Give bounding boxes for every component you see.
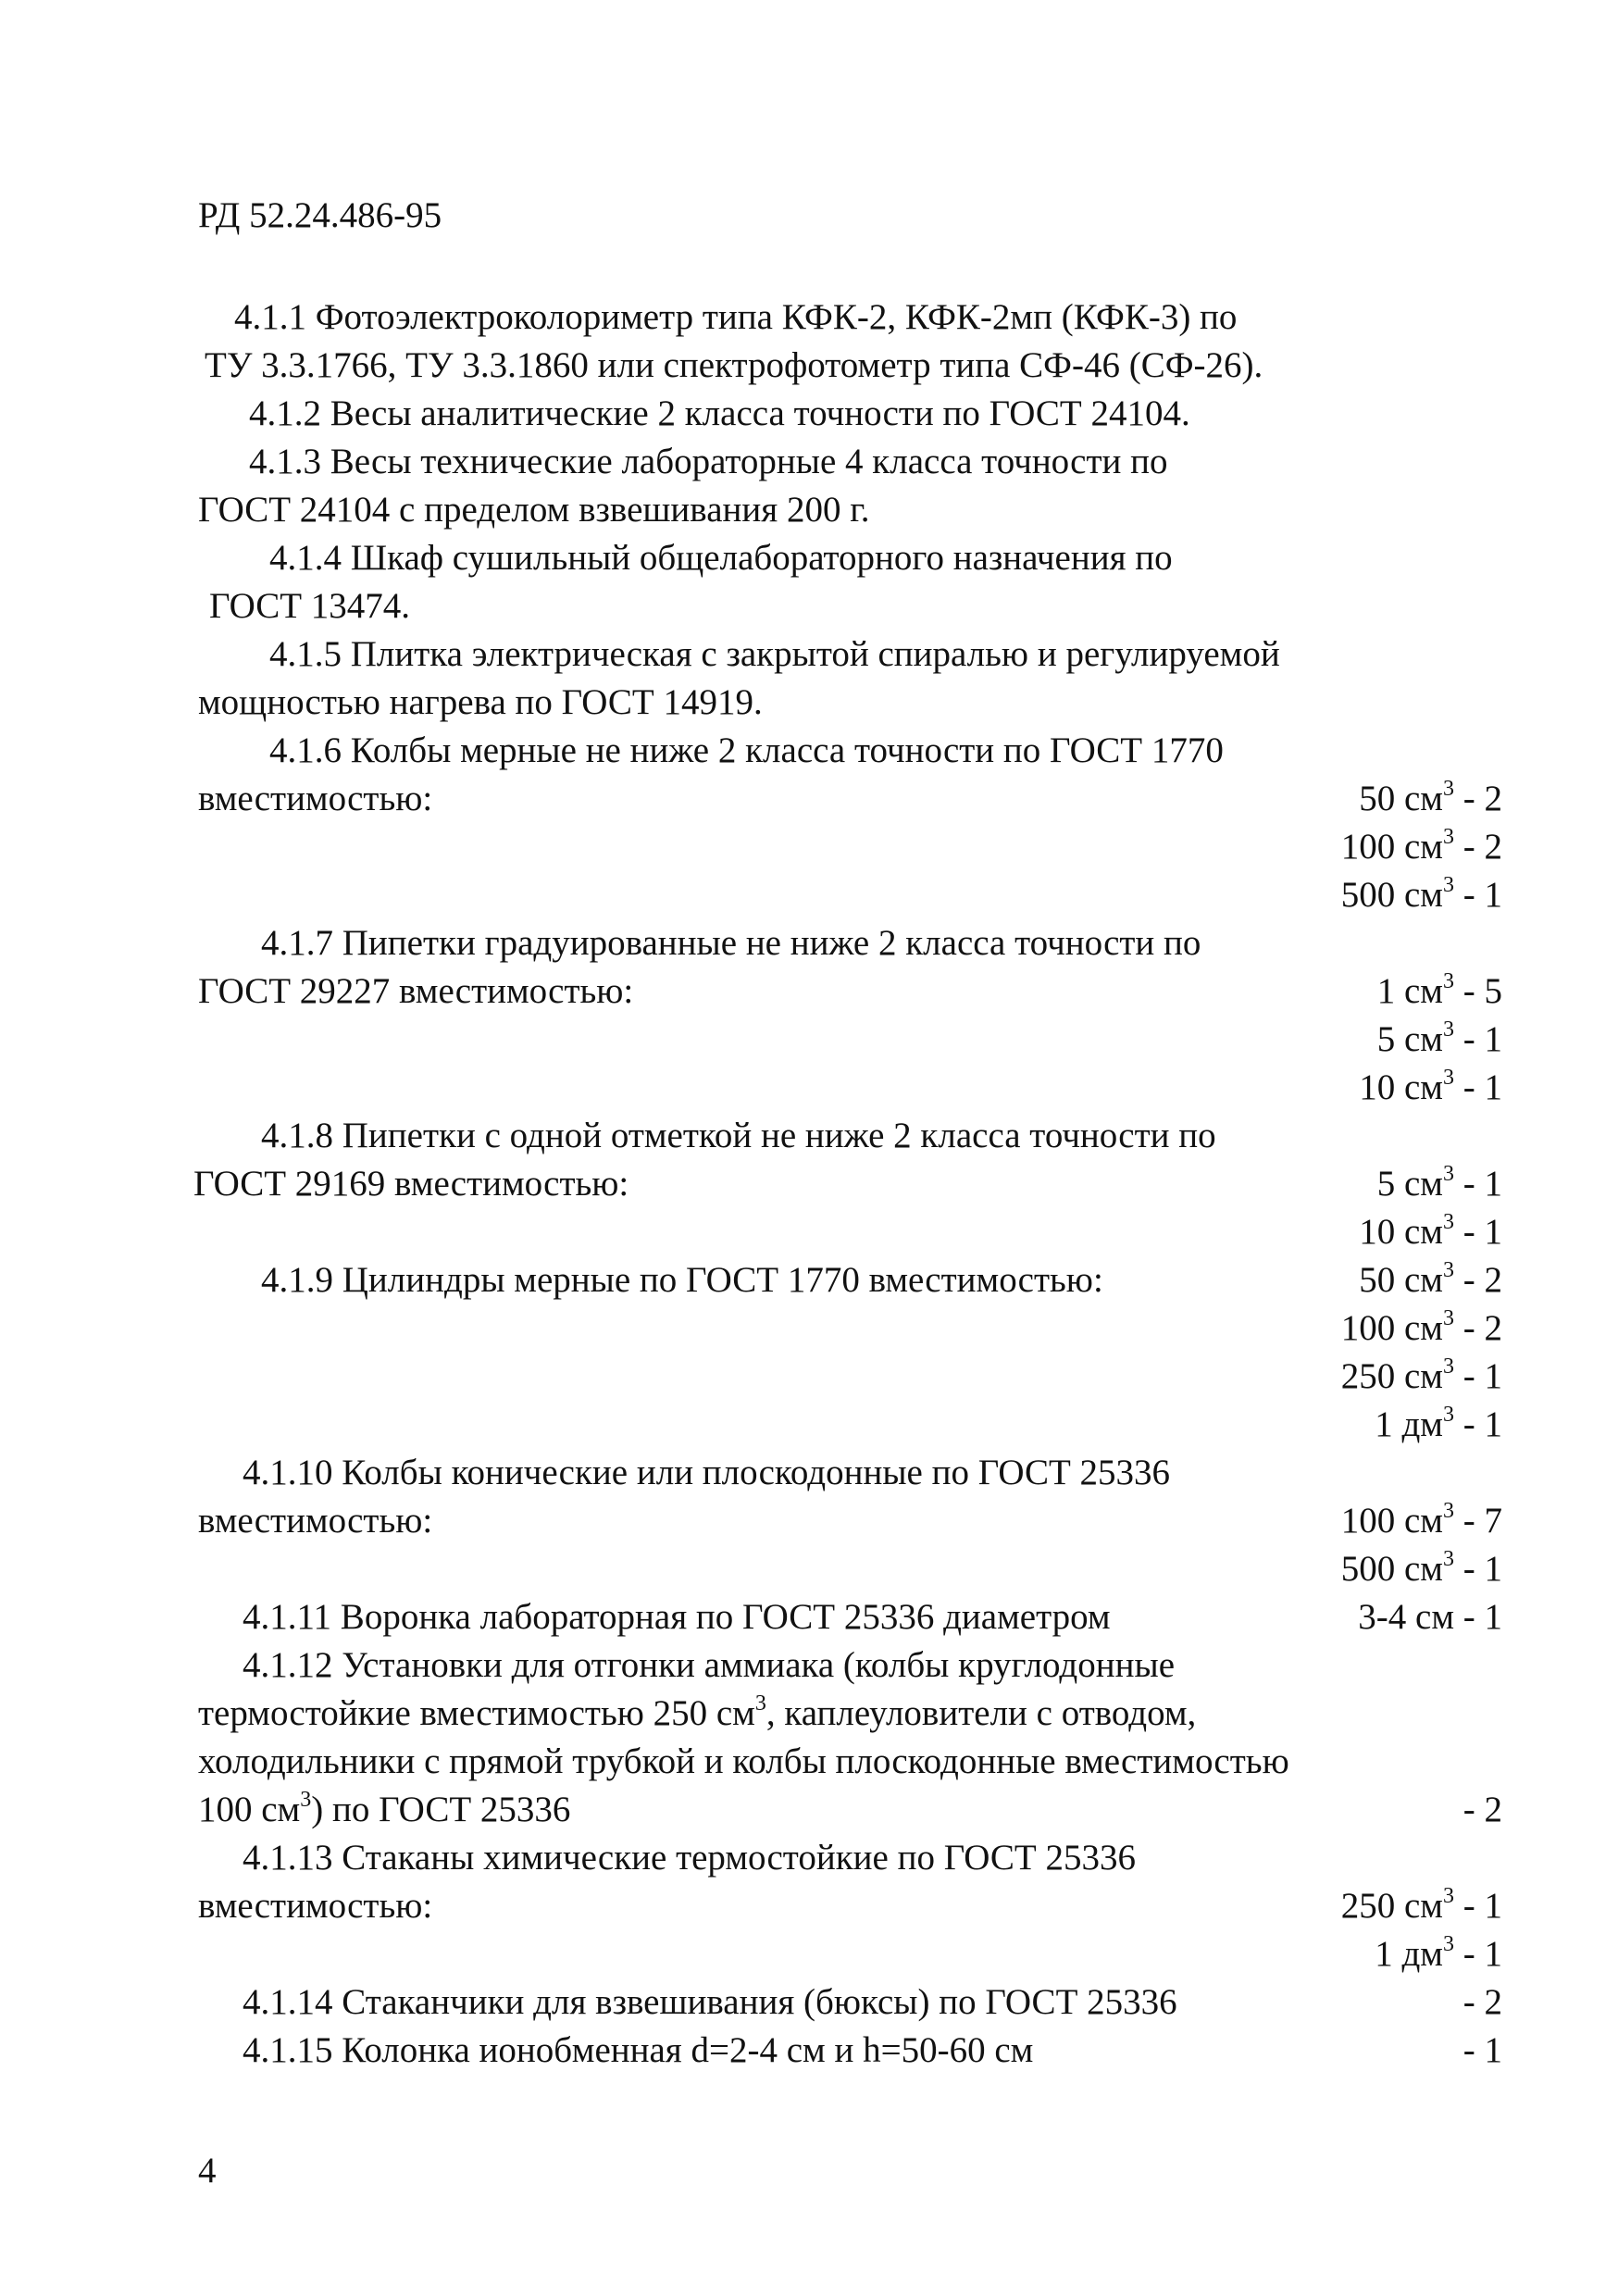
item-4-1-1-line-1: 4.1.1 Фотоэлектроколориметр типа КФК-2, КФК-2мп (КФК-3) по bbox=[234, 297, 1238, 337]
quantity-line: 250 $см^3 - 1$ bbox=[1340, 1884, 1502, 1926]
item-4-1-14-line-1: 4.1.14 Стаканчики для взвешивания (бюксы) по ГОСТ 25336 bbox=[243, 1982, 1177, 2022]
item-4-1-12-line-2: термостойкие вместимостью 250 $см^3$, каплеуловители с отводом, bbox=[198, 1691, 1197, 1733]
item-4-1-5-line-1: 4.1.5 Плитка электрическая с закрытой спиралью и регулируемой bbox=[269, 634, 1280, 674]
item-4-1-4-line-2: ГОСТ 13474. bbox=[209, 586, 411, 626]
quantity-line: 3-4 см - 1 bbox=[1358, 1597, 1502, 1637]
item-4-1-11-line-1: 4.1.11 Воронка лабораторная по ГОСТ 25336 диаметром bbox=[243, 1597, 1111, 1637]
item-4-1-4-line-1: 4.1.4 Шкаф сушильный общелабораторного назначения по bbox=[269, 538, 1173, 578]
item-4-1-10-line-1: 4.1.10 Колбы конические или плоскодонные по ГОСТ 25336 bbox=[243, 1453, 1171, 1492]
quantity-line: 50 $см^3 - 2$ bbox=[1359, 777, 1502, 818]
item-4-1-2-line-1: 4.1.2 Весы аналитические 2 класса точности по ГОСТ 24104. bbox=[249, 393, 1190, 433]
quantity-line: - 2 bbox=[1462, 1790, 1502, 1829]
item-4-1-13-line-1: 4.1.13 Стаканы химические термостойкие по ГОСТ 25336 bbox=[243, 1838, 1137, 1878]
quantity-line: 10 $см^3 - 1$ bbox=[1359, 1210, 1502, 1252]
quantity-line: 100 $см^3 - 7$ bbox=[1340, 1499, 1502, 1541]
page-number: 4 bbox=[198, 2151, 217, 2190]
quantity-line: 500 $см^3 - 1$ bbox=[1340, 1547, 1502, 1589]
quantity-line: 1 $дм^3 - 1$ bbox=[1375, 1932, 1502, 1974]
item-4-1-6-line-1: 4.1.6 Колбы мерные не ниже 2 класса точности по ГОСТ 1770 bbox=[269, 730, 1224, 770]
item-4-1-12-line-1: 4.1.12 Установки для отгонки аммиака (колбы круглодонные bbox=[243, 1645, 1176, 1685]
item-4-1-5-line-2: мощностью нагрева по ГОСТ 14919. bbox=[198, 682, 763, 722]
item-4-1-8-line-1: 4.1.8 Пипетки с одной отметкой не ниже 2 класса точности по bbox=[261, 1116, 1216, 1155]
item-4-1-8-line-2: ГОСТ 29169 вместимостью: bbox=[193, 1164, 629, 1204]
item-4-1-10-line-2: вместимостью: bbox=[198, 1501, 433, 1541]
quantity-line: - 1 bbox=[1462, 2030, 1502, 2070]
quantity-line: 250 $см^3 - 1$ bbox=[1340, 1354, 1502, 1396]
item-4-1-9-line-1: 4.1.9 Цилиндры мерные по ГОСТ 1770 вместимостью: bbox=[261, 1260, 1103, 1300]
quantity-line: 5 $см^3 - 1$ bbox=[1376, 1017, 1502, 1059]
item-4-1-6-line-2: вместимостью: bbox=[198, 779, 433, 818]
item-4-1-13-line-2: вместимостью: bbox=[198, 1886, 433, 1926]
document-code: РД 52.24.486-95 bbox=[198, 195, 442, 235]
quantity-line: 1 $см^3 - 5$ bbox=[1376, 969, 1502, 1011]
item-4-1-7-line-2: ГОСТ 29227 вместимостью: bbox=[198, 971, 634, 1011]
quantity-line: 50 $см^3 - 2$ bbox=[1359, 1258, 1502, 1300]
quantity-line: 100 $см^3 - 2$ bbox=[1340, 825, 1502, 867]
quantity-line: 1 $дм^3 - 1$ bbox=[1375, 1403, 1502, 1444]
item-4-1-1-line-2: ТУ 3.3.1766, ТУ 3.3.1860 или спектрофотометр типа СФ-46 (СФ-26). bbox=[205, 345, 1263, 385]
item-4-1-15-line-1: 4.1.15 Колонка ионобменная d=2-4 см и h=50-60 см bbox=[243, 2030, 1034, 2070]
quantity-line: 5 $см^3 - 1$ bbox=[1376, 1162, 1502, 1204]
item-4-1-3-line-2: ГОСТ 24104 с пределом взвешивания 200 г. bbox=[198, 490, 870, 530]
item-4-1-7-line-1: 4.1.7 Пипетки градуированные не ниже 2 класса точности по bbox=[261, 923, 1201, 963]
quantity-line: - 2 bbox=[1462, 1982, 1502, 2022]
quantity-line: 500 $см^3 - 1$ bbox=[1340, 873, 1502, 915]
quantity-line: 10 $см^3 - 1$ bbox=[1359, 1066, 1502, 1107]
quantity-line: 100 $см^3 - 2$ bbox=[1340, 1306, 1502, 1348]
item-4-1-12-line-3: холодильники с прямой трубкой и колбы плоскодонные вместимостью bbox=[198, 1741, 1289, 1781]
item-4-1-12-line-4: 100 $см^3$) по ГОСТ 25336 bbox=[198, 1788, 571, 1829]
item-4-1-3-line-1: 4.1.3 Весы технические лабораторные 4 класса точности по bbox=[249, 442, 1168, 481]
